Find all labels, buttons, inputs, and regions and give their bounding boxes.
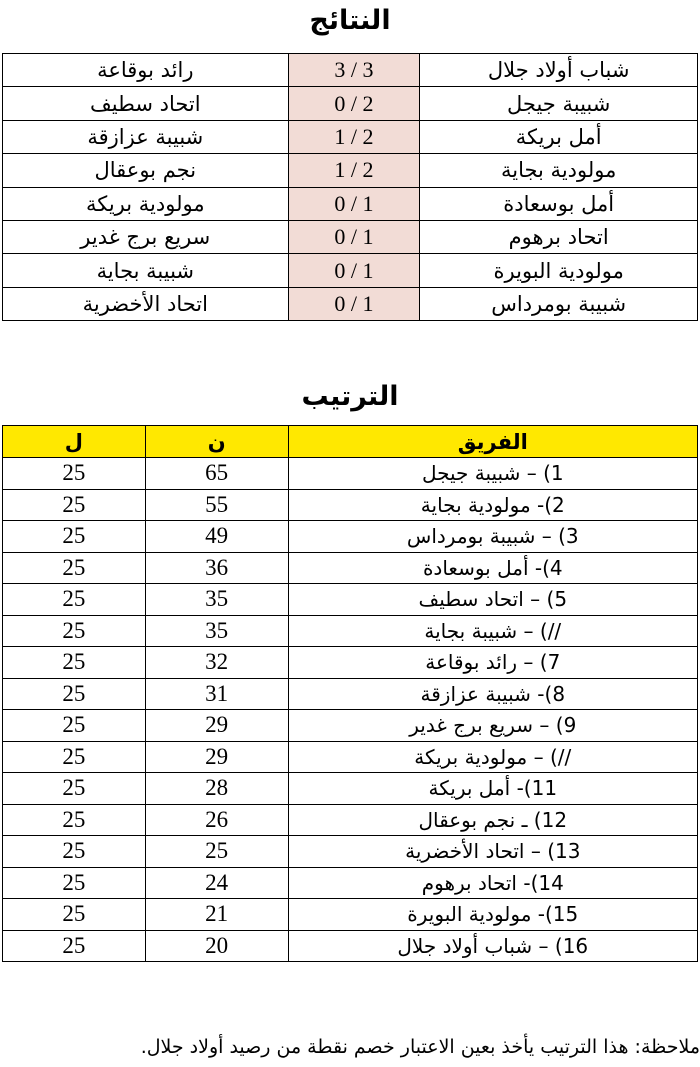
standings-title: الترتيب: [301, 381, 399, 412]
points-cell: 49: [145, 521, 288, 553]
match-score: 0 / 1: [288, 220, 420, 253]
standings-row: [3, 773, 698, 805]
standings-row: [3, 552, 698, 584]
team-cell: //) – مولودية بريكة: [288, 741, 697, 773]
away-team: اتحاد سطيف: [3, 87, 289, 120]
standings-table: [2, 425, 698, 962]
standings-row: [3, 678, 698, 710]
points-cell: 36: [145, 552, 288, 584]
team-cell: //) – شبيبة بجاية: [288, 615, 697, 647]
results-row: [3, 220, 698, 253]
team-cell: 5) – اتحاد سطيف: [288, 584, 697, 616]
results-row: [3, 287, 698, 320]
standings-row: [3, 647, 698, 679]
match-score: 3 / 3: [288, 54, 420, 87]
standings-row: [3, 804, 698, 836]
played-cell: 25: [3, 615, 146, 647]
standings-row: [3, 584, 698, 616]
match-score: 1 / 2: [288, 120, 420, 153]
standings-row: [3, 930, 698, 962]
standings-row: [3, 867, 698, 899]
team-cell: 14)- اتحاد برهوم: [288, 867, 697, 899]
played-cell: 25: [3, 899, 146, 931]
points-cell: 21: [145, 899, 288, 931]
team-cell: 3) – شبيبة بومرداس: [288, 521, 697, 553]
home-team: شبيبة بومرداس: [420, 287, 698, 320]
points-cell: 20: [145, 930, 288, 962]
played-cell: 25: [3, 867, 146, 899]
match-score: 0 / 1: [288, 254, 420, 287]
team-cell: 16) – شباب أولاد جلال: [288, 930, 697, 962]
results-title: النتائج: [309, 5, 391, 36]
points-cell: 35: [145, 584, 288, 616]
match-score: 0 / 2: [288, 87, 420, 120]
home-team: شباب أولاد جلال: [420, 54, 698, 87]
standings-header-row: [3, 426, 698, 458]
team-cell: 4)- أمل بوسعادة: [288, 552, 697, 584]
away-team: سريع برج غدير: [3, 220, 289, 253]
team-cell: 12) ـ نجم بوعقال: [288, 804, 697, 836]
played-cell: 25: [3, 647, 146, 679]
home-team: مولودية البويرة: [420, 254, 698, 287]
home-team: أمل بريكة: [420, 120, 698, 153]
team-cell: 9) – سريع برج غدير: [288, 710, 697, 742]
team-cell: 13) – اتحاد الأخضرية: [288, 836, 697, 868]
home-team: مولودية بجاية: [420, 154, 698, 187]
team-header: الفريق: [288, 426, 697, 458]
home-team: أمل بوسعادة: [420, 187, 698, 220]
team-cell: 7) – رائد بوقاعة: [288, 647, 697, 679]
standings-row: [3, 741, 698, 773]
team-cell: 1) – شبيبة جيجل: [288, 458, 697, 490]
played-header: ل: [3, 426, 146, 458]
played-cell: 25: [3, 458, 146, 490]
results-table: [2, 53, 698, 321]
away-team: رائد بوقاعة: [3, 54, 289, 87]
standings-row: [3, 521, 698, 553]
results-row: [3, 154, 698, 187]
points-cell: 26: [145, 804, 288, 836]
standings-row: [3, 458, 698, 490]
standings-row: [3, 710, 698, 742]
played-cell: 25: [3, 521, 146, 553]
points-cell: 35: [145, 615, 288, 647]
points-cell: 29: [145, 741, 288, 773]
played-cell: 25: [3, 804, 146, 836]
played-cell: 25: [3, 773, 146, 805]
points-cell: 65: [145, 458, 288, 490]
match-score: 0 / 1: [288, 287, 420, 320]
points-cell: 25: [145, 836, 288, 868]
played-cell: 25: [3, 489, 146, 521]
results-row: [3, 254, 698, 287]
home-team: شبيبة جيجل: [420, 87, 698, 120]
match-score: 1 / 2: [288, 154, 420, 187]
points-cell: 55: [145, 489, 288, 521]
home-team: اتحاد برهوم: [420, 220, 698, 253]
results-row: [3, 187, 698, 220]
away-team: نجم بوعقال: [3, 154, 289, 187]
points-cell: 32: [145, 647, 288, 679]
team-cell: 11)- أمل بريكة: [288, 773, 697, 805]
match-score: 0 / 1: [288, 187, 420, 220]
standings-row: [3, 615, 698, 647]
standings-row: [3, 836, 698, 868]
played-cell: 25: [3, 836, 146, 868]
standings-row: [3, 899, 698, 931]
results-row: [3, 87, 698, 120]
away-team: مولودية بريكة: [3, 187, 289, 220]
played-cell: 25: [3, 678, 146, 710]
away-team: شبيبة بجاية: [3, 254, 289, 287]
team-cell: 8)- شبيبة عزازقة: [288, 678, 697, 710]
points-cell: 28: [145, 773, 288, 805]
played-cell: 25: [3, 710, 146, 742]
away-team: اتحاد الأخضرية: [3, 287, 289, 320]
team-cell: 2)- مولودية بجاية: [288, 489, 697, 521]
points-header: ن: [145, 426, 288, 458]
points-cell: 24: [145, 867, 288, 899]
results-row: [3, 120, 698, 153]
results-row: [3, 54, 698, 87]
results-body: [3, 54, 698, 321]
played-cell: 25: [3, 552, 146, 584]
played-cell: 25: [3, 930, 146, 962]
points-cell: 29: [145, 710, 288, 742]
team-cell: 15)- مولودية البويرة: [288, 899, 697, 931]
away-team: شبيبة عزازقة: [3, 120, 289, 153]
standings-row: [3, 489, 698, 521]
standings-note: ملاحظة: هذا الترتيب يأخذ بعين الاعتبار خصم نقطة من رصيد أولاد جلال.: [140, 1036, 700, 1058]
points-cell: 31: [145, 678, 288, 710]
played-cell: 25: [3, 741, 146, 773]
played-cell: 25: [3, 584, 146, 616]
